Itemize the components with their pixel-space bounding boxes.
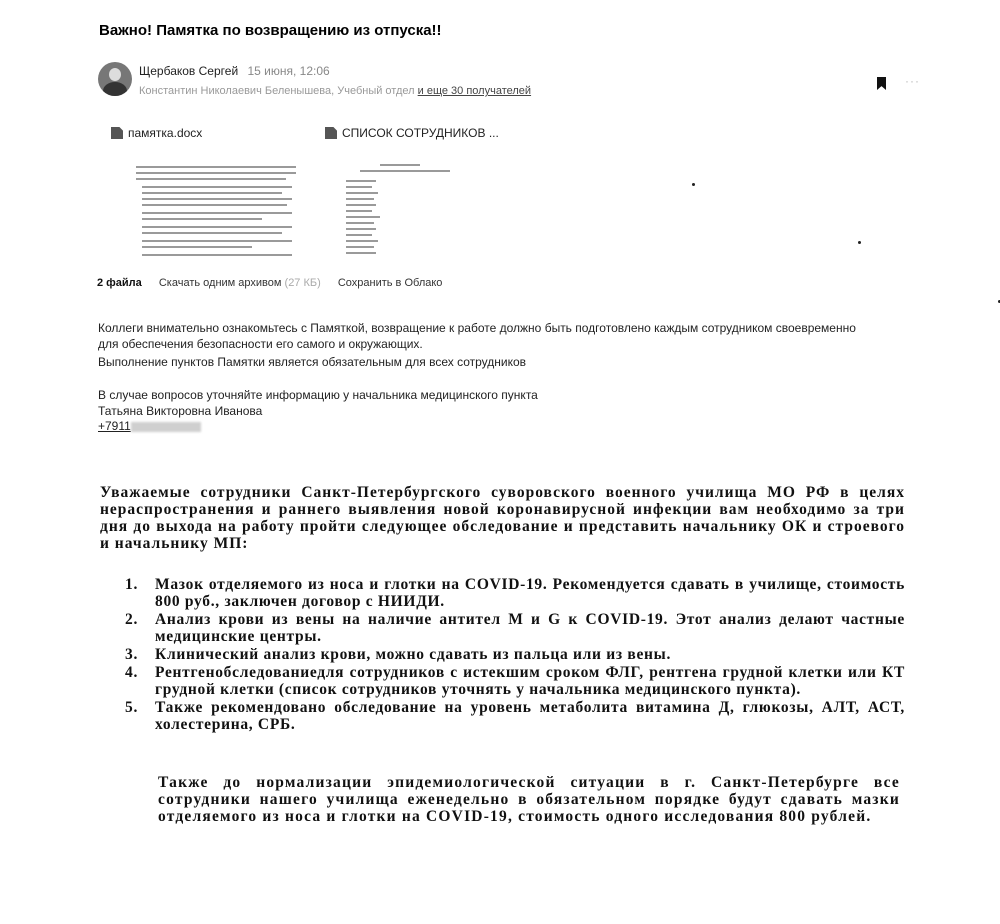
attachment-preview-memo[interactable] — [128, 162, 300, 268]
files-count: 2 файла — [97, 277, 142, 289]
archive-size: (27 КБ) — [284, 277, 321, 289]
scan-speck — [858, 241, 861, 244]
download-archive-link[interactable]: Скачать одним архивом (27 КБ) — [158, 277, 321, 289]
attachment-preview-staff-list[interactable] — [340, 162, 470, 268]
scan-speck — [692, 183, 695, 186]
memo-list-item: 4. Рентгенобследованиедля сотрудников с истекшим сроком ФЛГ, рентгена грудной клетки или КТ грудной клетки (список сотрудников уточнять у начальника медицинского пункта). — [125, 664, 905, 698]
sender-line — [139, 64, 330, 78]
memo-list-item: 2. Анализ крови из вены на наличие антител М и G к COVID-19. Этот анализ делают частные медицинские центры. — [125, 611, 905, 645]
memo-list-item: 3. Клинический анализ крови, можно сдавать из пальца или из вены. — [125, 646, 672, 663]
sender-avatar[interactable] — [98, 62, 132, 96]
attachment-name: СПИСОК СОТРУДНИКОВ ... — [342, 126, 499, 140]
email-subject: Важно! Памятка по возвращению из отпуска!! — [99, 22, 442, 39]
memo-list-item: 1. Мазок отделяемого из носа и глотки на COVID-19. Рекомендуется сдавать в училище, стоимость 800 руб., заключен договор с НИИДИ. — [125, 576, 905, 610]
more-recipients-link[interactable]: и еще 30 получателей — [417, 85, 532, 97]
attachment-name: памятка.docx — [128, 126, 203, 140]
attachment-staff-list[interactable] — [325, 126, 499, 140]
word-doc-icon — [111, 127, 123, 139]
more-options-icon[interactable]: ··· — [905, 74, 920, 88]
memo-closing: Также до нормализации эпидемиологической ситуации в г. Санкт-Петербурге все сотрудники нашего училища еженедельно в обязательном порядке будут сдавать мазки отделяемого из носа и глотки на COVID-19, стоимость одного исследования 800 рублей. — [158, 774, 900, 825]
body-line: Татьяна Викторовна Иванова — [98, 404, 263, 418]
attachments-bar — [97, 277, 456, 289]
recipients-list: Константин Николаевич Беленышева, Учебный отдел — [139, 85, 415, 97]
recipients-line — [139, 85, 531, 97]
bookmark-icon[interactable] — [877, 77, 886, 90]
memo-list — [125, 576, 905, 734]
redacted-digits — [131, 422, 201, 432]
word-doc-icon — [325, 127, 337, 139]
save-to-cloud-link[interactable]: Сохранить в Облако — [337, 277, 443, 289]
body-line: Выполнение пунктов Памятки является обязательным для всех сотрудников — [98, 355, 527, 369]
memo-list-item: 5. Также рекомендовано обследование на уровень метаболита витамина Д, глюкозы, АЛТ, АСТ, холестерина, СРБ. — [125, 699, 905, 733]
attachment-memo[interactable] — [111, 126, 202, 140]
phone-number: +7911 — [98, 419, 131, 433]
memo-intro: Уважаемые сотрудники Санкт-Петербургского суворовского военного училища МО РФ в целях нераспространения и раннего выявления новой коронавирусной инфекции вам необходимо за три дня до выхода на работу пройти следующее обследование и представить начальнику ОК и строевого и начальнику МП: — [100, 484, 905, 552]
body-line: В случае вопросов уточняйте информацию у начальника медицинского пункта — [98, 388, 538, 402]
email-date: 15 июня, 12:06 — [247, 64, 330, 78]
sender-name[interactable]: Щербаков Сергей — [139, 64, 239, 78]
body-line: Коллеги внимательно ознакомьтесь с Памяткой, возвращение к работе должно быть подготовлено каждым сотрудником своевременно — [98, 321, 856, 335]
phone-link[interactable] — [98, 419, 201, 433]
body-line: для обеспечения безопасности его самого и окружающих. — [98, 337, 423, 351]
